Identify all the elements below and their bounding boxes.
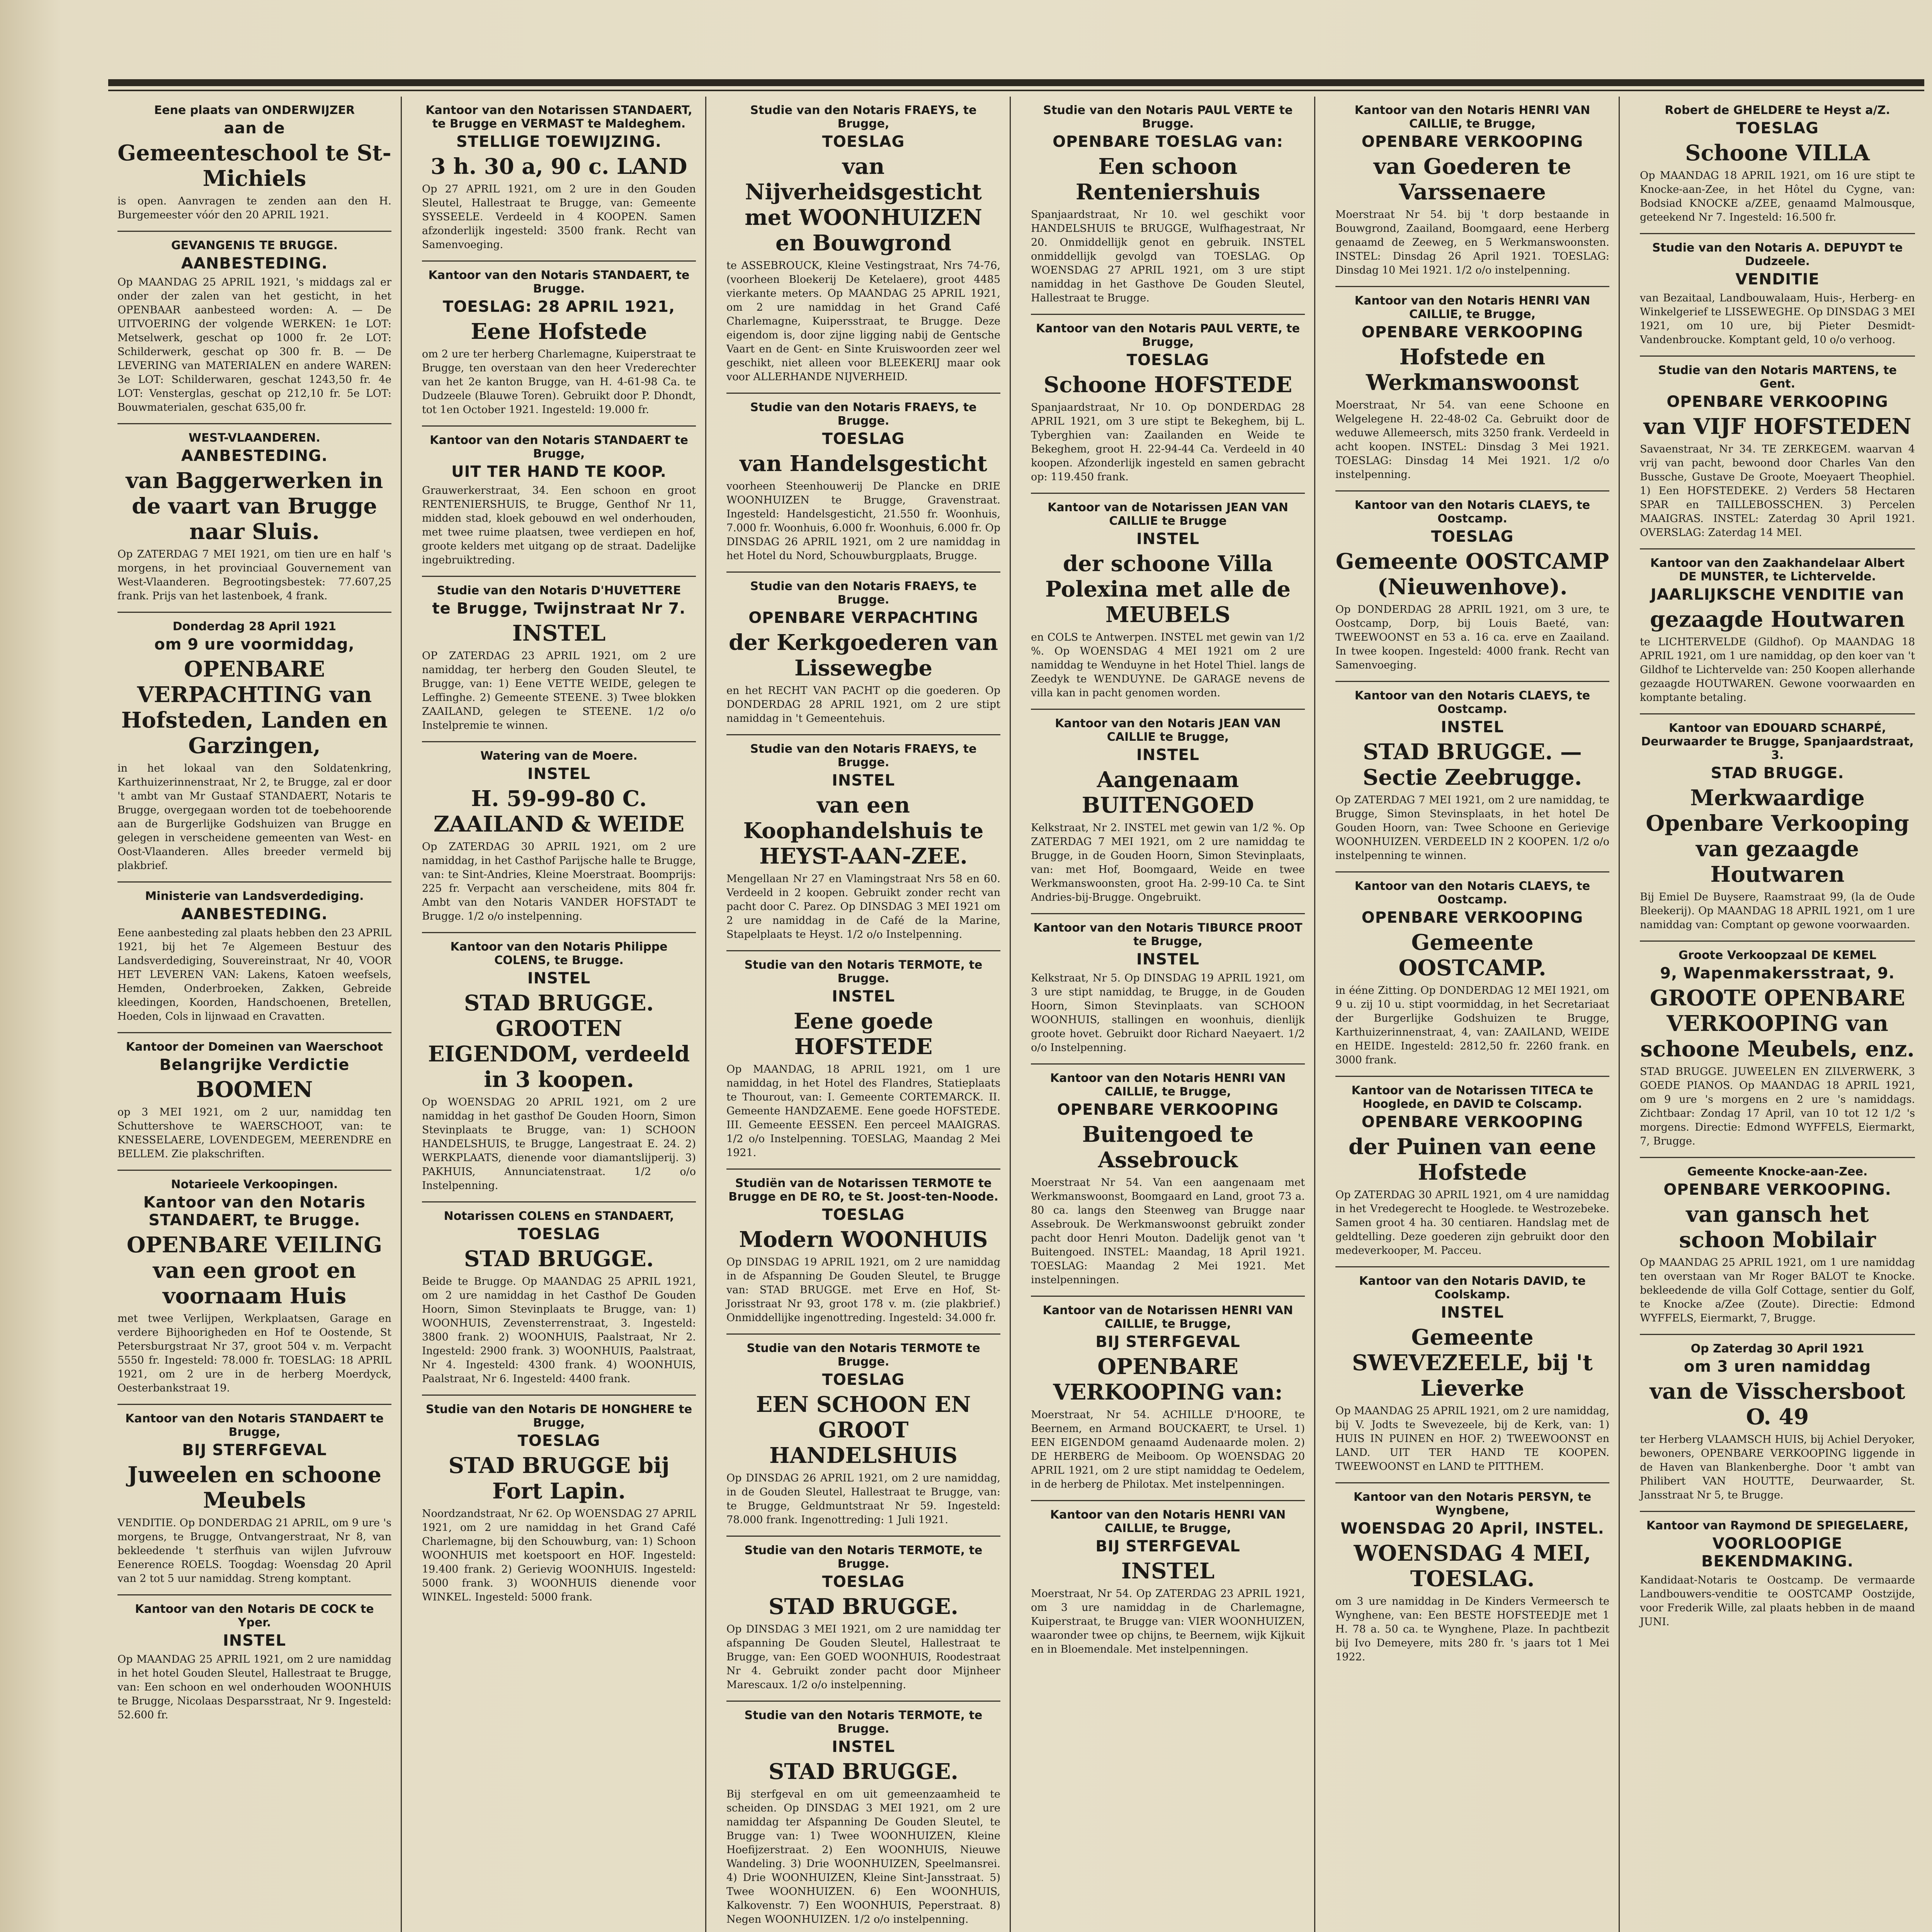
ad-subheading: VOORLOOPIGE BEKENDMAKING.: [1701, 1535, 1854, 1570]
advertisement: [1640, 357, 1915, 549]
ad-title: OPENBARE VERKOOPING van:: [1053, 1354, 1283, 1405]
ad-body: te ASSEBROUCK, Kleine Vestingstraat, Nrs 74-76, (voorheen Bloekerij De Ketelaere), groot 4485 vierkante meters. Op MAANDAG 25 APRIL 1921, om 2 ure namiddag in het Grand Café Charlemagne, Kuipersstraat, te Brugge. Deze eigendom is, door zijne ligging nabij de Gentsche Vaart en de Gent- en Sinte Kruiswoorden zeer wel geschikt, niet alleen voor BLEEKERIJ maar ook voor ALLERHANDE NIJVERHEID.: [726, 260, 1000, 383]
ad-subheading: TOESLAG: [517, 1432, 600, 1450]
advertisement: [1335, 1077, 1609, 1267]
ad-body: VENDITIE. Op DONDERDAG 21 APRIL, om 9 ure 's morgens, te Brugge, Ontvangerstraat, Nr 8, van bekleedende 't sterfhuis van wijlen Jufvrouw Eenerence ROELS. Toogdag: Woensdag 20 April van 2 tot 5 uur namiddag. Streng komptant.: [117, 1517, 391, 1585]
advertisement: [1335, 97, 1609, 287]
ad-title: gezaagde Houtwaren: [1650, 607, 1905, 632]
ad-heading: Kantoor van den Notaris HENRI VAN CAILLIE, te Brugge,: [1050, 1508, 1286, 1535]
advertisement: [726, 97, 1000, 394]
advertisement: [726, 1335, 1000, 1537]
advertisement: [1335, 287, 1609, 492]
ad-subheading: TOESLAG: [822, 1206, 905, 1224]
advertisement: [422, 1202, 696, 1396]
ad-title: Schoone HOFSTEDE: [1043, 372, 1293, 398]
ad-subheading: 9, Wapenmakersstraat, 9.: [1660, 964, 1895, 982]
ad-subheading: INSTEL: [1136, 530, 1200, 548]
ad-title: van Baggerwerken in de vaart van Brugge naar Sluis.: [126, 468, 383, 544]
ad-title: Gemeenteschool te St-Michiels: [117, 140, 391, 191]
ad-heading: Studie van den Notaris TERMOTE te Brugge.: [747, 1342, 980, 1369]
ad-title: STAD BRUGGE.: [768, 1594, 959, 1619]
ad-title: STAD BRUGGE. — Sectie Zeebrugge.: [1362, 739, 1582, 790]
ad-subheading: TOESLAG: [517, 1225, 600, 1243]
advertisement: [1031, 914, 1305, 1065]
ad-body: Op MAANDAG 25 APRIL 1921, om 2 ure namiddag in het hotel Gouden Sleutel, Hallestraat te Brugge, van: Een schoon en wel onderhouden WOONHUIS te Brugge, Nicolaas Desparsstraat, Nr 9. Ingesteld: 52.600 fr.: [117, 1653, 391, 1721]
advertisement: [1640, 1158, 1915, 1335]
ad-heading: WEST-VLAANDEREN.: [189, 431, 320, 445]
ad-heading: Studie van den Notaris TERMOTE, te Brugge.: [744, 1709, 983, 1736]
ad-heading: Studie van den Notaris FRAEYS, te Brugge.: [750, 742, 977, 769]
advertisement: [117, 232, 391, 424]
ad-title: van VIJF HOFSTEDEN: [1643, 414, 1912, 439]
ad-subheading: BIJ STERFGEVAL: [1095, 1537, 1240, 1555]
ad-subheading: OPENBARE VERKOOPING: [1361, 1113, 1583, 1131]
advertisement: [1335, 1483, 1609, 1673]
ad-title: Buitengoed te Assebrouck: [1082, 1122, 1254, 1173]
ad-heading: Kantoor van Raymond DE SPIEGELAERE,: [1646, 1519, 1909, 1532]
advertisement: [117, 883, 391, 1033]
ad-body: Noordzandstraat, Nr 62. Op WOENSDAG 27 APRIL 1921, om 2 ure namiddag in het Grand Café Charlemagne, bij den Schouwburg, van: 1) Schoon WOONHUIS met koetspoort en HOF. Ingesteld: 19.400 frank. 2) Gerievig WOONHUIS. Ingesteld: 5000 frank. 3) WOONHUIS dienende voor WINKEL. Ingesteld: 5000 frank.: [422, 1508, 696, 1603]
advertisement: [1031, 710, 1305, 914]
ad-heading: Groote Verkoopzaal DE KEMEL: [1678, 949, 1877, 962]
ad-heading: Studie van den Notaris D'HUVETTERE: [437, 584, 681, 597]
ad-subheading: TOESLAG: [1736, 119, 1819, 137]
advertisement: [1335, 492, 1609, 682]
ad-subheading: OPENBARE VERKOOPING.: [1663, 1181, 1891, 1199]
top-rule-thin: [108, 90, 1924, 91]
ad-heading: Kantoor van den Notaris CLAEYS, te Oostcamp.: [1354, 689, 1590, 716]
advertisement: [726, 394, 1000, 573]
ad-body: Op MAANDAG, 18 APRIL 1921, om 1 ure namiddag, in het Hotel des Flandres, Statieplaats te Thourout, van: I. Gemeente CORTEMARCK. II. Gemeente HANDZAEME. Eene goede HOFSTEDE. III. Gemeente EESSEN. Een perceel MAAIGRAS. 1/2 o/o Instelpenning. TOESLAG, Maandag 2 Mei 1921.: [726, 1063, 1000, 1159]
advertisement: [117, 613, 391, 883]
ad-title: van gansch het schoon Mobilair: [1679, 1202, 1876, 1253]
ad-body: en COLS te Antwerpen. INSTEL met gewin van 1/2 %. Op WOENSDAG 4 MEI 1921 om 2 ure namiddag te Wenduyne in het Hotel Thiel. langs de Zeedyk te WENDUYNE. De GARAGE nevens de villa kan in pacht genomen worden.: [1031, 631, 1305, 699]
ad-title: STAD BRUGGE. GROOTEN EIGENDOM, verdeeld in 3 koopen.: [428, 990, 690, 1092]
advertisement: [117, 1595, 391, 1731]
advertisement: [1640, 97, 1915, 234]
ad-title: Schoone VILLA: [1685, 140, 1870, 166]
ad-heading: Studie van den Notaris FRAEYS, te Brugge,: [750, 104, 977, 131]
ad-body: Moerstraat Nr 54. bij 't dorp bestaande in Bouwgrond, Zaailand, Boomgaard, eene Herberg genaamd de Zeeweg, en 5 Werkmanswoonsten. INSTEL: Dinsdag 26 April 1921. TOESLAG: Dinsdag 10 Mei 1921. 1/2 o/o instelpenning.: [1335, 209, 1609, 276]
ad-heading: Kantoor van den Zaakhandelaar Albert DE MUNSTER, te Lichtervelde.: [1650, 556, 1905, 583]
ad-body: Kandidaat-Notaris te Oostcamp. De vermaarde Landbouwers-venditie te OOSTCAMP Oostzijde, voor Frederik Wille, zal plaats hebben in de maand JUNI.: [1640, 1574, 1915, 1628]
advertisement: [117, 97, 391, 232]
ad-heading: Kantoor van de Notarissen HENRI VAN CAILLIE, te Brugge,: [1043, 1304, 1293, 1331]
advertisement: [422, 97, 696, 262]
ad-subheading: STAD BRUGGE.: [1711, 764, 1844, 782]
ad-subheading: OPENBARE VERKOOPING: [1361, 133, 1583, 151]
ad-heading: Kantoor van den Notaris DE COCK te Yper.: [135, 1602, 374, 1629]
advertisement: [1031, 1065, 1305, 1297]
ad-title: Eene goede HOFSTEDE: [793, 1009, 934, 1060]
ad-body: Op MAANDAG 18 APRIL 1921, om 16 ure stipt te Knocke-aan-Zee, in het Hôtel du Cygne, van: Bodsiad KNOCKE a/ZEE, genaamd Malmousque, geteekend Nr 7. Ingesteld: 16.500 fr.: [1640, 170, 1915, 223]
advertisement: [726, 951, 1000, 1170]
ad-subheading: OPENBARE VERKOOPING: [1361, 909, 1583, 927]
ad-subheading: JAARLIJKSCHE VENDITIE van: [1650, 586, 1905, 604]
advertisement: [117, 1033, 391, 1171]
ad-heading: Kantoor van den Notaris STANDAERT te Brugge,: [125, 1412, 384, 1439]
ad-title: STAD BRUGGE.: [768, 1759, 959, 1784]
ad-subheading: OPENBARE VERKOOPING: [1361, 323, 1583, 341]
ad-subheading: OPENBARE VERKOOPING: [1057, 1101, 1279, 1119]
advertisement: [1031, 97, 1305, 315]
ad-subheading: TOESLAG: 28 APRIL 1921,: [442, 298, 675, 316]
ad-subheading: aan de: [224, 119, 285, 137]
ad-title: 3 h. 30 a, 90 c. LAND: [430, 154, 687, 179]
ad-body: Savaenstraat, Nr 34. TE ZERKEGEM. waarvan 4 vrij van pacht, bewoond door Charles Van den Bussche, Gustave De Groote, Moeyaert Theophiel. 1) Een HOFSTEDEKE. 2) Verders 58 Hectaren SPAR en TAILLEBOSSCHEN. 3) Percelen MAAIGRAS. INSTEL: Zaterdag 30 April 1921. OVERSLAG: Zaterdag 14 MEI.: [1640, 443, 1915, 539]
ad-body: Eene aanbesteding zal plaats hebben den 23 APRIL 1921, bij het 7e Algemeen Bestuur des Landsverdediging, Souvereinstraat, Nr 40, VOOR HET LEVEREN VAN: Lakens, Katoen weefsels, Hemden, Onderbroeken, Zakken, Gebreide kleedingen, Koorden, Handschoenen, Bretellen, Hoeden, Cols in lijnwaad en Cravatten.: [117, 927, 391, 1022]
ad-subheading: AANBESTEDING.: [181, 447, 328, 465]
ad-heading: Kantoor van den Notaris TIBURCE PROOT te Brugge,: [1033, 921, 1303, 948]
ad-subheading: INSTEL: [832, 1738, 895, 1756]
column-4: [1022, 97, 1315, 1932]
ad-heading: Watering van de Moere.: [480, 749, 638, 763]
ad-body: Op DINSDAG 26 APRIL 1921, om 2 ure namiddag, in de Gouden Sleutel, Hallestraat te Brugge, van: te Brugge, Geldmuntstraat Nr 59. Ingesteld: 78.000 frank. Ingenottreding: 1 Juli 1921.: [726, 1472, 1000, 1526]
ad-body: voorheen Steenhouwerij De Plancke en DRIE WOONHUIZEN te Brugge, Gravenstraat. Ingesteld: Handelsgesticht, 21.550 fr. Woonhuis, 7.000 fr. Woonhuis, 6.000 fr. Woonhuis, 6.000 fr. Op DINSDAG 26 APRIL 1921, om 2 ure namiddag in het Hotel du Nord, Schouwburgplaats, Brugge.: [726, 480, 1000, 562]
advertisement: [726, 1702, 1000, 1932]
ad-title: van Handelsgesticht: [740, 451, 987, 476]
ad-title: Gemeente OOSTCAMP.: [1398, 930, 1546, 981]
ad-subheading: INSTEL: [1440, 1304, 1504, 1321]
ad-heading: Notarieele Verkoopingen.: [171, 1178, 338, 1191]
advertisement: [117, 424, 391, 613]
ad-heading: Studie van den Notaris PAUL VERTE te Brugge.: [1043, 104, 1293, 131]
ad-body: Op ZATERDAG 30 APRIL 1921, om 2 ure namiddag, in het Casthof Parijsche halle te Brugge, van: te Sint-Andries, Kleine Moerstraat. Boomprijs: 225 fr. Verpacht aan verscheidene, mits 804 fr. Ambt van den Notaris VANDER HOFSTADT te Brugge. 1/2 o/o instelpenning.: [422, 841, 696, 922]
ad-subheading: INSTEL: [1440, 718, 1504, 736]
column-6: [1631, 97, 1924, 1932]
ad-heading: Kantoor van de Notarissen JEAN VAN CAILLIE te Brugge: [1048, 501, 1288, 528]
ad-subheading: INSTEL: [527, 969, 591, 987]
ad-subheading: AANBESTEDING.: [181, 905, 328, 923]
ad-subheading: Belangrijke Verdictie: [159, 1056, 350, 1074]
ad-heading: Gemeente Knocke-aan-Zee.: [1687, 1165, 1868, 1179]
ad-subheading: INSTEL: [1136, 746, 1200, 764]
advertisement: [1031, 1501, 1305, 1665]
ad-title: Gemeente OOSTCAMP (Nieuwenhove).: [1335, 549, 1609, 600]
ad-title: der Puinen van eene Hofstede: [1348, 1134, 1597, 1185]
ad-body: Op ZATERDAG 30 APRIL 1921, om 4 ure namiddag in het Vredegerecht te Hooglede. te Westrozebeke. Samen groot 4 ha. 30 centiaren. Handslag met de geldtelling. Deze goederen zijn gebruikt door den medeverkooper, M. Pacceu.: [1335, 1189, 1609, 1257]
ad-subheading: TOESLAG: [1126, 351, 1209, 369]
advertisement: [422, 577, 696, 742]
advertisement: [1335, 1267, 1609, 1483]
ad-heading: Donderdag 28 April 1921: [172, 620, 337, 633]
ad-heading: Studie van den Notaris TERMOTE, te Brugge.: [744, 1544, 983, 1571]
ad-body: Spanjaardstraat, Nr 10. Op DONDERDAG 28 APRIL 1921, om 3 ure stipt te Bekeghem, bij L. Tyberghien van: Zaailanden en Weide te Bekeghem, groot H. 22-94-44 Ca. Verdeeld in 40 koopen. Afzonderlijk ingesteld en samen gebracht op: 119.450 frank.: [1031, 401, 1305, 483]
ad-heading: Kantoor van den Notaris HENRI VAN CAILLIE, te Brugge,: [1050, 1071, 1286, 1099]
advertisement: [1640, 1335, 1915, 1512]
ad-title: H. 59-99-80 C. ZAAILAND & WEIDE: [433, 786, 685, 837]
ad-heading: Robert de GHELDERE te Heyst a/Z.: [1665, 104, 1890, 117]
ad-body: Mengellaan Nr 27 en Vlamingstraat Nrs 58 en 60. Verdeeld in 2 koopen. Gebruikt zonder recht van pacht door C. Parez. Op DINSDAG 3 MEI 1921 om 2 ure namiddag in de Café de la Marine, Stapelplaats te Heyst. 1/2 o/o Instelpenning.: [726, 873, 1000, 940]
ad-subheading: TOESLAG: [822, 430, 905, 448]
advertisement: [1640, 942, 1915, 1158]
ad-title: Juweelen en schoone Meubels: [127, 1462, 381, 1513]
ad-title: van een Koophandelshuis te HEYST-AAN-ZEE.: [743, 793, 984, 869]
ad-body: met twee Verlijpen, Werkplaatsen, Garage en verdere Bijhoorigheden en Hof te Oostende, St Petersburgstraat Nr 37, groot 504 v. m. Verpacht 5550 fr. Ingesteld: 78.000 fr. TOESLAG: 18 APRIL 1921, om 2 ure in de herberg Moerdyck, Oesterbankstraat 19.: [117, 1313, 391, 1394]
ad-body: Moerstraat, Nr 54. ACHILLE D'HOORE, te Beernem, en Armand BOUCKAERT, te Ursel. 1) EEN EIGENDOM genaamd Audenaarde molen. 2) DE HERBERG de Meiboom. Op WOENSDAG 20 APRIL 1921, om 2 ure stipt namiddag te Oedelem, in de herberg de Philotax. Met instelpenningen.: [1031, 1409, 1305, 1490]
ad-body: Bij sterfgeval en om uit gemeenzaamheid te scheiden. Op DINSDAG 3 MEI 1921, om 2 ure namiddag ter Afspanning De Gouden Sleutel, te Brugge van: 1) Twee WOONHUIZEN, Kleine Hoefijzerstraat. 2) Een WOONHUIS, Nieuwe Wandeling. 3) Drie WOONHUIZEN, Speelmansrei. 4) Drie WOONHUIZEN, Kleine Sint-Jansstraat. 5) Twee WOONHUIZEN. 6) Een WOONHUIS, Kalkovenstr. 7) Een WOONHUIS, Peperstraat. 8) Negen WOONHUIZEN. 1/2 o/o instelpenning.: [726, 1788, 1000, 1925]
advertisement: [422, 1396, 696, 1613]
ad-subheading: INSTEL: [832, 772, 895, 789]
ad-title: EEN SCHOON EN GROOT HANDELSHUIS: [756, 1392, 971, 1468]
ad-body: OP ZATERDAG 23 APRIL 1921, om 2 ure namiddag, ter herberg den Gouden Sleutel, te Brugge, van: 1) Eene VETTE WEIDE, gelegen te Leffinghe. 2) Gemeente STEENE. 3) Twee blokken ZAAILAND, gelegen te STEENE. 1/2 o/o Instelpremie te winnen.: [422, 650, 696, 731]
ad-heading: Kantoor van den Notaris HENRI VAN CAILLIE, te Brugge,: [1354, 294, 1590, 321]
ad-heading: Studie van den Notaris MARTENS, te Gent.: [1658, 364, 1897, 391]
ad-heading: Kantoor van den Notaris PAUL VERTE, te Brugge,: [1036, 322, 1300, 349]
ad-title: INSTEL: [512, 621, 606, 646]
ad-body: Op 27 APRIL 1921, om 2 ure in den Gouden Sleutel, Hallestraat te Brugge, van: Gemeente SYSSEELE. Verdeeld in 4 KOOPEN. Samen afzonderlijk ingesteld: 3500 frank. Recht van Samenvoeging.: [422, 183, 696, 251]
ad-title: van Goederen te Varssenaere: [1373, 154, 1571, 205]
ad-body: ter Herberg VLAAMSCH HUIS, bij Achiel Deryoker, bewoners, OPENBARE VERKOOPING liggende in de Haven van Blankenberghe. Door 't ambt van Philibert VAN HOUTTE, Deurwaarder, St. Jansstraat Nr 5, te Brugge.: [1640, 1434, 1915, 1501]
ad-heading: Op Zaterdag 30 April 1921: [1690, 1342, 1864, 1355]
ad-subheading: VENDITIE: [1735, 270, 1820, 288]
ad-body: van Bezaitaal, Landbouwalaam, Huis-, Herberg- en Winkelgerief te LISSEWEGHE. Op DINSDAG 3 MEI 1921, om 10 ure, bij Pieter Desmidt-Vandenbroucke. Komptant geld, 10 o/o verhoog.: [1640, 292, 1915, 346]
ad-body: Op DINSDAG 19 APRIL 1921, om 2 ure namiddag in de Afspanning De Gouden Sleutel, te Brugge van: STAD BRUGGE. met Erve en Hof, St-Jorisstraat Nr 93, groot 178 v. m. (zie plakbrief.) Onmiddellijke ingenottreding. Ingesteld: 34.000 fr.: [726, 1256, 1000, 1324]
ad-subheading: OPENBARE VERPACHTING: [748, 609, 978, 627]
ad-title: BOOMEN: [196, 1077, 313, 1102]
advertisement: [117, 1171, 391, 1405]
ad-subheading: te Brugge, Twijnstraat Nr 7.: [432, 600, 686, 617]
ad-subheading: om 3 uren namiddag: [1684, 1358, 1871, 1376]
advertisement: [422, 742, 696, 933]
ad-body: Op DONDERDAG 28 APRIL 1921, om 3 ure, te Oostcamp, Dorp, bij Louis Baeté, van: TWEEWOONST en 53 a. 16 ca. erve en Zaailand. In twee koopen. Ingesteld: 4000 frank. Recht van Samenvoeging.: [1335, 604, 1609, 671]
ad-body: is open. Aanvragen te zenden aan den H. Burgemeester vóór den 20 APRIL 1921.: [117, 195, 391, 221]
ad-title: van Nijverheidsgesticht met WOONHUIZEN en Bouwgrond: [745, 154, 982, 256]
ad-body: Moerstraat Nr 54. Van een aangenaam met Werkmanswoonst, Boomgaard en Land, groot 73 a. 80 ca. langs den Steenweg van Brugge naar Assebrouk. De Werkmanswoonst gebruikt zonder pacht door Henri Mouton. Dadelijk genot van 't Buitengoed. INSTEL: Maandag, 18 April 1921. TOESLAG: Maandag 2 Mei 1921. Met instelpenningen.: [1031, 1177, 1305, 1286]
ad-body: Kelkstraat, Nr 5. Op DINSDAG 19 APRIL 1921, om 3 ure stipt namiddag, te Brugge, in de Gouden Hoorn, Simon Stevinplaats. van SCHOON WOONHUIS, stallingen en woonhuis, dienlijk groote hovet. Gebruikt door Richard Naeyaert. 1/2 o/o Instelpenning.: [1031, 972, 1305, 1054]
ad-heading: Kantoor van den Notaris Philippe COLENS, te Brugge.: [450, 940, 668, 967]
ad-heading: Studie van den Notaris DE HONGHERE te Brugge,: [425, 1403, 692, 1430]
column-1: [108, 97, 402, 1932]
ad-heading: Kantoor van de Notarissen TITECA te Hooglede, en DAVID te Colscamp.: [1351, 1084, 1594, 1111]
ad-subheading: WOENSDAG 20 April, INSTEL.: [1340, 1520, 1604, 1537]
ad-title: Eene Hofstede: [471, 319, 647, 344]
advertisement: [1031, 494, 1305, 710]
ad-body: STAD BRUGGE. JUWEELEN EN ZILVERWERK, 3 GOEDE PIANOS. Op MAANDAG 18 APRIL 1921, om 9 ure 's morgens en 2 ure 's namiddags. Zichtbaar: Zondag 17 April, van 10 tot 12 1/2 's morgens. Directie: Edmond WYFFELS, Eiermarkt, 7, Brugge.: [1640, 1066, 1915, 1147]
ad-title: GROOTE OPENBARE VERKOOPING van schoone Meubels, enz.: [1640, 985, 1915, 1062]
ad-heading: Kantoor van den Notaris STANDAERT, te Brugge.: [428, 269, 690, 296]
ad-heading: Kantoor van EDOUARD SCHARPÉ, Deurwaarder te Brugge, Spanjaardstraat, 3.: [1641, 721, 1914, 762]
ad-subheading: TOESLAG: [1431, 528, 1514, 546]
ad-body: te LICHTERVELDE (Gildhof). Op MAANDAG 18 APRIL 1921, om 1 ure namiddag, op den koer van 't Gildhof te Lichtervelde van: 250 Koopen allerhande gezaagde HOUTWAREN. Gewone voorwaarden en komptante betaling.: [1640, 636, 1915, 704]
ad-body: in het lokaal van den Soldatenkring, Karthuizerinnenstraat, Nr 2, te Brugge, zal er door 't ambt van Mr Gustaaf STANDAERT, Notaris te Brugge, overgegaan worden tot de toebehoorende aan de Burgerlijke Godshuizen van Brugge en gelegen in verscheidene gemeenten van West- en Oost-Vlaanderen. Alles breeder vermeld bij plakbrief.: [117, 762, 391, 872]
ad-heading: Kantoor van den Notaris CLAEYS, te Oostcamp.: [1354, 498, 1590, 526]
ad-title: Gemeente SWEVEZEELE, bij 't Lieverke: [1352, 1325, 1593, 1401]
column-3: [717, 97, 1011, 1932]
advertisement: [1640, 549, 1915, 714]
ad-subheading: Kantoor van den Notaris STANDAERT, te Brugge.: [143, 1194, 366, 1229]
ad-subheading: OPENBARE TOESLAG van:: [1053, 133, 1283, 151]
advertisement: [1640, 1512, 1915, 1638]
ad-subheading: TOESLAG: [822, 1371, 905, 1389]
ad-heading: Studie van den Notaris FRAEYS, te Brugge.: [750, 580, 977, 607]
ad-subheading: INSTEL: [223, 1632, 286, 1650]
ad-body: Grauwerkerstraat, 34. Een schoon en groot RENTENIERSHUIS, te Brugge, Genthof Nr 11, midden stad, kloek gebouwd en wel onderhouden, met twee ruime plaatsen, twee verdiepen en hof, groote kelders met uitgang op de straat. Dadelijke ingebruiktreding.: [422, 485, 696, 566]
column-5: [1326, 97, 1620, 1932]
ad-subheading: OPENBARE VERKOOPING: [1667, 393, 1888, 411]
ad-subheading: TOESLAG: [822, 1573, 905, 1591]
ad-body: Beide te Brugge. Op MAANDAG 25 APRIL 1921, om 2 ure namiddag in het Casthof De Gouden Hoorn, Simon Stevinplaats te Brugge, van: 1) WOONHUIS, Zevensterrenstraat, 3. Ingesteld: 3800 frank. 2) WOONHUIS, Paalstraat, Nr 2. Ingesteld: 2900 frank. 3) WOONHUIS, Paalstraat, Nr 4. Ingesteld: 4300 frank. 4) WOONHUIS, Paalstraat, Nr 6. Ingesteld: 4400 frank.: [422, 1276, 696, 1385]
ad-subheading: INSTEL: [1136, 951, 1200, 968]
ad-body: Bij Emiel De Buysere, Raamstraat 99, (la de Oude Bleekerij). Op MAANDAG 18 APRIL 1921, om 1 ure namiddag van: Comptant op gewone voorwaarden.: [1640, 891, 1915, 931]
ad-heading: GEVANGENIS TE BRUGGE.: [171, 239, 338, 252]
ad-heading: Kantoor van den Notaris HENRI VAN CAILLIE, te Brugge,: [1354, 104, 1590, 131]
ad-heading: Kantoor van den Notaris JEAN VAN CAILLIE te Brugge,: [1055, 717, 1281, 744]
ad-body: Op WOENSDAG 20 APRIL 1921, om 2 ure namiddag in het gasthof De Gouden Hoorn, Simon Stevinplaats te Brugge, van: 1) SCHOON HANDELSHUIS, te Brugge, Langestraat E. 24. 2) WERKPLAATS, dienende voor diamantslijperij. 3) PAKHUIS, Annunciatenstraat. 1/2 o/o Instelpenning.: [422, 1096, 696, 1192]
ad-body: Op ZATERDAG 7 MEI 1921, om 2 ure namiddag, te Brugge, Simon Stevinsplaats, in het hotel De Gouden Hoorn, van: Twee Schoone en Gerievige WOONHUIZEN. VERDEELD IN 2 KOOPEN. 1/2 o/o instelpenning te winnen.: [1335, 794, 1609, 862]
ad-body: Op DINSDAG 3 MEI 1921, om 2 ure namiddag ter afspanning De Gouden Sleutel, Hallestraat te Brugge, van: Een GOED WOONHUIS, Roodestraat Nr 4. Gebruikt zonder pacht door Mijnheer Marescaux. 1/2 o/o instelpenning.: [726, 1623, 1000, 1691]
advertisement: [1335, 872, 1609, 1077]
ad-heading: Studiën van de Notarissen TERMOTE te Brugge en DE RO, te St. Joost-ten-Noode.: [728, 1177, 998, 1204]
advertisement: [422, 933, 696, 1202]
ad-title: STAD BRUGGE.: [464, 1246, 654, 1272]
ad-title: Modern WOONHUIS: [739, 1227, 988, 1252]
advertisement: [1335, 682, 1609, 872]
ad-heading: Notarissen COLENS en STANDAERT,: [444, 1209, 674, 1223]
ad-title: INSTEL: [1121, 1558, 1215, 1584]
ad-heading: Kantoor van den Notaris PERSYN, te Wyngbene,: [1353, 1490, 1592, 1517]
ad-heading: Kantoor van den Notarissen STANDAERT, te Brugge en VERMAST te Maldeghem.: [425, 104, 692, 131]
ad-title: WOENSDAG 4 MEI, TOESLAG.: [1354, 1541, 1591, 1592]
advertisement: [422, 262, 696, 427]
ad-subheading: UIT TER HAND TE KOOP.: [451, 463, 667, 481]
ad-body: Moerstraat, Nr 54. Op ZATERDAG 23 APRIL 1921, om 3 ure namiddag in de Charlemagne, Kuiperstraat, te Brugge van: VIER WOONHUIZEN, waaronder twee op chijns, te Beernem, wijk Kijkuit en in Bloemendale. Met instelpenningen.: [1031, 1588, 1305, 1655]
ad-title: Hofstede en Werkmanswoonst: [1366, 344, 1579, 395]
advertisement: [422, 427, 696, 577]
ad-body: Op MAANDAG 25 APRIL 1921, 's middags zal er onder der zalen van het gesticht, in het OPENBAAR aanbesteed worden: A. — De UITVOERING der volgende WERKEN: 1e LOT: Metselwerk, geschat op 1000 fr. 2e LOT: Schilderwerk, geschat op 300 fr. B. — De LEVERING van MATERIALEN en andere WAREN: 3e LOT: Schilderwaren, geschat 1243,50 fr. 4e LOT: Vensterglas, geschat op 212,10 fr. 5e LOT: Bouwmaterialen, geschat 635,00 fr.: [117, 276, 391, 413]
top-rule: [108, 79, 1924, 86]
ad-heading: Kantoor van den Notaris STANDAERT te Brugge,: [430, 434, 688, 461]
ad-title: Merkwaardige Openbare Verkooping van gezaagde Houtwaren: [1646, 785, 1909, 887]
advertisement: [726, 1170, 1000, 1335]
ad-heading: Studie van den Notaris A. DEPUYDT te Dudzeele.: [1652, 241, 1903, 268]
ad-subheading: om 9 ure voormiddag,: [154, 636, 355, 653]
advertisement: [1031, 1297, 1305, 1501]
ad-title: STAD BRUGGE bij Fort Lapin.: [448, 1453, 670, 1504]
advertisement: [726, 573, 1000, 735]
ad-subheading: BIJ STERFGEVAL: [1095, 1333, 1240, 1351]
ad-title: Een schoon Renteniershuis: [1075, 154, 1260, 205]
ad-body: in ééne Zitting. Op DONDERDAG 12 MEI 1921, om 9 u. zij 10 u. stipt voormiddag, in het Secretariaat der Burgerlijke Godshuizen te Brugge, Karthuizerinnenstraat, 4, van: ZAAILAND, WEIDE en HEIDE. Ingesteld: 2812,50 fr. 2260 frank. en 3000 frank.: [1335, 985, 1609, 1066]
ad-heading: Eene plaats van ONDERWIJZER: [154, 104, 355, 117]
ad-body: Op MAANDAG 25 APRIL 1921, om 2 ure namiddag, bij V. Jodts te Swevezeele, bij de Kerk, van: 1) HUIS IN PUINEN en HOF. 2) TWEEWOONST en LAND. UIT TER HAND TE KOOPEN. TWEEWOONST en LAND te PITTHEM.: [1335, 1405, 1609, 1473]
ad-heading: Studie van den Notaris TERMOTE, te Brugge.: [744, 958, 983, 985]
ad-subheading: STELLIGE TOEWIJZING.: [456, 133, 662, 151]
ad-heading: Kantoor der Domeinen van Waerschoot: [126, 1040, 383, 1054]
ad-title: van de Visschersboot O. 49: [1650, 1379, 1905, 1430]
ad-title: Aangenaam BUITENGOED: [1082, 767, 1254, 818]
ad-body: Op ZATERDAG 7 MEI 1921, om tien ure en half 's morgens, in het provinciaal Gouvernement van West-Vlaanderen. Begrootingsbestek: 77.607,25 frank. Prijs van het lastenboek, 4 frank.: [117, 548, 391, 602]
ad-heading: Ministerie van Landsverdediging.: [145, 889, 364, 903]
ad-body: om 3 ure namiddag in De Kinders Vermeersch te Wynghene, van: Een BESTE HOFSTEEDJE met 1 H. 78 a. 50 ca. te Wynghene, Plaze. In pachtbezit bij Ivo Demeyere, mits 280 fr. 's jaars tot 1 Mei 1922.: [1335, 1595, 1609, 1663]
ad-subheading: BIJ STERFGEVAL: [182, 1441, 327, 1459]
advertisement: [1031, 315, 1305, 494]
ad-title: OPENBARE VERPACHTING van Hofsteden, Landen en Garzingen,: [121, 656, 388, 759]
advertisement: [117, 1405, 391, 1595]
ad-body: Moerstraat, Nr 54. van eene Schoone en Welgelegene H. 22-48-02 Ca. Gebruikt door de weduwe Allemeersch, mits 3250 frank. Verdeeld in acht koopen. INSTEL: Dinsdag 3 Mei 1921. TOESLAG: Dinsdag 14 Mei 1921. 1/2 o/o instelpenning.: [1335, 399, 1609, 481]
advertisement: [726, 735, 1000, 951]
ad-subheading: INSTEL: [832, 988, 895, 1005]
ad-body: Kelkstraat, Nr 2. INSTEL met gewin van 1/2 %. Op ZATERDAG 7 MEI 1921, om 2 ure namiddag te Brugge, in de Gouden Hoorn, Simon Stevinplaats, van: met Hof, Boomgaard, Weide en twee Werkmanswoonsten, groot Ha. 2-99-10 Ca. te Sint Andries-bij-Brugge. Ongebruikt.: [1031, 822, 1305, 903]
ad-title: der Kerkgoederen van Lissewegbe: [729, 630, 998, 681]
advertisement: [1640, 234, 1915, 357]
ad-heading: Kantoor van den Notaris CLAEYS, te Oostcamp.: [1354, 879, 1590, 906]
ad-body: Spanjaardstraat, Nr 10. wel geschikt voor HANDELSHUIS te BRUGGE, Wulfhagestraat, Nr 20. Onmiddellijk genot en gebruik. INSTEL onmiddellijk gevolgd van TOESLAG. Op WOENSDAG 27 APRIL 1921, om 3 ure stipt namiddag in het Gasthove De Gouden Sleutel, Hallestraat te Brugge.: [1031, 209, 1305, 304]
ad-body: Op MAANDAG 25 APRIL 1921, om 1 ure namiddag ten overstaan van Mr Roger BALOT te Knocke. bekleedende de villa Golf Cottage, sentier du Golf, te Knocke a/Zee (Zoute). Directie: Edmond WYFFELS, Eiermarkt, 7, Brugge.: [1640, 1257, 1915, 1324]
ad-subheading: TOESLAG: [822, 133, 905, 151]
ad-subheading: INSTEL: [527, 765, 591, 783]
ad-body: en het RECHT VAN PACHT op die goederen. Op DONDERDAG 28 APRIL 1921, om 2 ure stipt namiddag in 't Gemeentehuis.: [726, 685, 1000, 724]
advertisement: [1640, 714, 1915, 942]
ad-body: op 3 MEI 1921, om 2 uur, namiddag ten Schuttershove te WAERSCHOOT, van: te KNESSELAERE, LOVENDEGEM, MEERENDRE en BELLEM. Zie plakschriften.: [117, 1106, 391, 1160]
ad-body: om 2 ure ter herberg Charlemagne, Kuiperstraat te Brugge, ten overstaan van den heer Vrederechter van het 2e kanton Brugge, van H. 4-61-98 Ca. te Dudzeele (Blauwe Toren). Gebruikt door P. Dhondt, tot 1en October 1921. Ingesteld: 19.000 fr.: [422, 348, 696, 416]
ad-heading: Kantoor van den Notaris DAVID, te Coolskamp.: [1359, 1274, 1586, 1301]
column-2: [413, 97, 706, 1932]
advertisement: [726, 1537, 1000, 1702]
ad-title: der schoone Villa Polexina met alle de MEUBELS: [1045, 551, 1291, 628]
ad-subheading: AANBESTEDING.: [181, 255, 328, 272]
column-grid: [108, 97, 1924, 1932]
ad-heading: Studie van den Notaris FRAEYS, te Brugge.: [750, 401, 977, 428]
ad-title: OPENBARE VEILING van een groot en voornaam Huis: [126, 1232, 383, 1309]
